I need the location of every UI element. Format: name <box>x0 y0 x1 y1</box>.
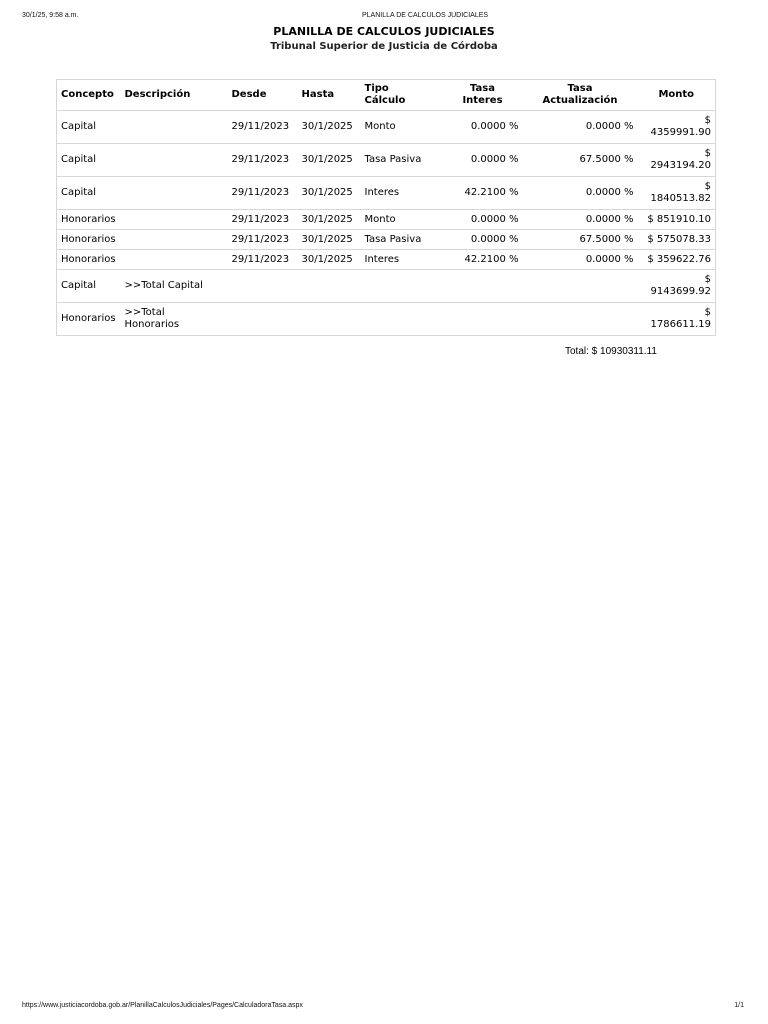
cell-empty <box>298 270 361 303</box>
cell-tasa-interes: 0.0000 % <box>443 111 523 144</box>
cell-empty <box>298 303 361 336</box>
col-header-concepto: Concepto <box>61 89 114 100</box>
cell-concepto: Honorarios <box>57 210 121 230</box>
table-row <box>57 230 716 250</box>
cell-tasa-actualizacion: 0.0000 % <box>523 250 638 270</box>
table-header-row <box>57 80 716 111</box>
calculation-table <box>56 79 716 336</box>
monto-currency: $ <box>704 181 711 192</box>
descripcion-line: Honorarios <box>124 319 180 330</box>
header-line: Cálculo <box>364 95 406 106</box>
col-header-tipo-calculo <box>361 80 443 111</box>
table-row <box>57 250 716 270</box>
col-header-hasta: Hasta <box>301 89 335 100</box>
col-header-descripcion: Descripción <box>124 89 191 100</box>
cell-concepto: Capital <box>57 144 121 177</box>
cell-tipo: Tasa Pasiva <box>361 144 443 177</box>
page-subtitle: Tribunal Superior de Justicia de Córdoba <box>270 41 498 52</box>
table-row <box>57 111 716 144</box>
header-line: Actualización <box>542 95 618 106</box>
header-line: Interes <box>462 95 503 106</box>
cell-empty <box>361 303 443 336</box>
monto-value: 4359991.90 <box>650 127 711 138</box>
cell-tasa-actualizacion: 0.0000 % <box>523 210 638 230</box>
cell-tasa-actualizacion: 67.5000 % <box>523 230 638 250</box>
cell-hasta: 30/1/2025 <box>298 144 361 177</box>
cell-empty <box>361 270 443 303</box>
cell-tasa-actualizacion: 67.5000 % <box>523 144 638 177</box>
table-row <box>57 210 716 230</box>
cell-concepto: Capital <box>57 111 121 144</box>
monto-value: 2943194.20 <box>650 160 711 171</box>
cell-monto <box>638 111 716 144</box>
cell-desde: 29/11/2023 <box>228 210 298 230</box>
table-row <box>57 177 716 210</box>
table-row-total-capital <box>57 270 716 303</box>
cell-tasa-actualizacion: 0.0000 % <box>523 111 638 144</box>
cell-hasta: 30/1/2025 <box>298 177 361 210</box>
monto-value: 1786611.19 <box>650 319 711 330</box>
header-line: Tasa <box>470 83 495 94</box>
cell-concepto: Honorarios <box>57 303 121 336</box>
cell-tipo: Monto <box>361 111 443 144</box>
print-date: 30/1/25, 9:58 a.m. <box>22 12 79 19</box>
cell-tipo: Monto <box>361 210 443 230</box>
cell-monto <box>638 144 716 177</box>
cell-tipo: Interes <box>361 250 443 270</box>
cell-descripcion <box>121 177 228 210</box>
cell-tasa-interes: 42.2100 % <box>443 177 523 210</box>
cell-hasta: 30/1/2025 <box>298 111 361 144</box>
cell-monto <box>638 177 716 210</box>
print-header-title: PLANILLA DE CALCULOS JUDICIALES <box>362 12 489 19</box>
cell-hasta: 30/1/2025 <box>298 250 361 270</box>
monto-value: 9143699.92 <box>650 286 711 297</box>
cell-descripcion <box>121 210 228 230</box>
monto-currency: $ <box>704 307 711 318</box>
col-header-tasa-interes <box>443 80 523 111</box>
table-row <box>57 144 716 177</box>
monto-currency: $ <box>704 274 711 285</box>
cell-descripcion <box>121 250 228 270</box>
print-footer-page-number: 1/1 <box>734 1002 744 1009</box>
cell-monto: $ 851910.10 <box>638 210 716 230</box>
cell-empty <box>523 303 638 336</box>
cell-tasa-interes: 42.2100 % <box>443 250 523 270</box>
cell-tipo: Interes <box>361 177 443 210</box>
cell-monto <box>638 303 716 336</box>
col-header-monto: Monto <box>658 89 695 100</box>
descripcion-line: >>Total <box>124 307 165 318</box>
cell-hasta: 30/1/2025 <box>298 210 361 230</box>
cell-desde: 29/11/2023 <box>228 177 298 210</box>
header-line: Tasa <box>567 83 593 94</box>
cell-monto: $ 359622.76 <box>638 250 716 270</box>
cell-monto <box>638 270 716 303</box>
cell-desde: 29/11/2023 <box>228 250 298 270</box>
page-title: PLANILLA DE CALCULOS JUDICIALES <box>273 25 495 38</box>
cell-desde: 29/11/2023 <box>228 230 298 250</box>
monto-currency: $ <box>704 148 711 159</box>
cell-tasa-interes: 0.0000 % <box>443 144 523 177</box>
monto-value: 1840513.82 <box>650 193 711 204</box>
cell-descripcion: >>Total Capital <box>121 270 228 303</box>
cell-concepto: Honorarios <box>57 230 121 250</box>
cell-tasa-interes: 0.0000 % <box>443 230 523 250</box>
cell-desde: 29/11/2023 <box>228 111 298 144</box>
cell-concepto: Capital <box>57 177 121 210</box>
cell-monto: $ 575078.33 <box>638 230 716 250</box>
print-footer-url: https://www.justiciacordoba.gob.ar/PlanillaCalculosJudiciales/Pages/CalculadoraTasa.aspx <box>22 1002 303 1009</box>
grand-total: Total: $ 10930311.11 <box>565 346 657 357</box>
cell-empty <box>228 303 298 336</box>
header-line: Tipo <box>364 83 389 94</box>
cell-descripcion <box>121 303 228 336</box>
cell-empty <box>443 303 523 336</box>
cell-tipo: Tasa Pasiva <box>361 230 443 250</box>
cell-empty <box>523 270 638 303</box>
table-row-total-honorarios <box>57 303 716 336</box>
col-header-tasa-actualizacion <box>523 80 638 111</box>
cell-desde: 29/11/2023 <box>228 144 298 177</box>
cell-concepto: Honorarios <box>57 250 121 270</box>
cell-concepto: Capital <box>57 270 121 303</box>
cell-empty <box>228 270 298 303</box>
cell-hasta: 30/1/2025 <box>298 230 361 250</box>
cell-tasa-interes: 0.0000 % <box>443 210 523 230</box>
monto-currency: $ <box>704 115 711 126</box>
cell-empty <box>443 270 523 303</box>
cell-descripcion <box>121 144 228 177</box>
cell-tasa-actualizacion: 0.0000 % <box>523 177 638 210</box>
cell-descripcion <box>121 111 228 144</box>
cell-descripcion <box>121 230 228 250</box>
col-header-desde: Desde <box>231 89 267 100</box>
